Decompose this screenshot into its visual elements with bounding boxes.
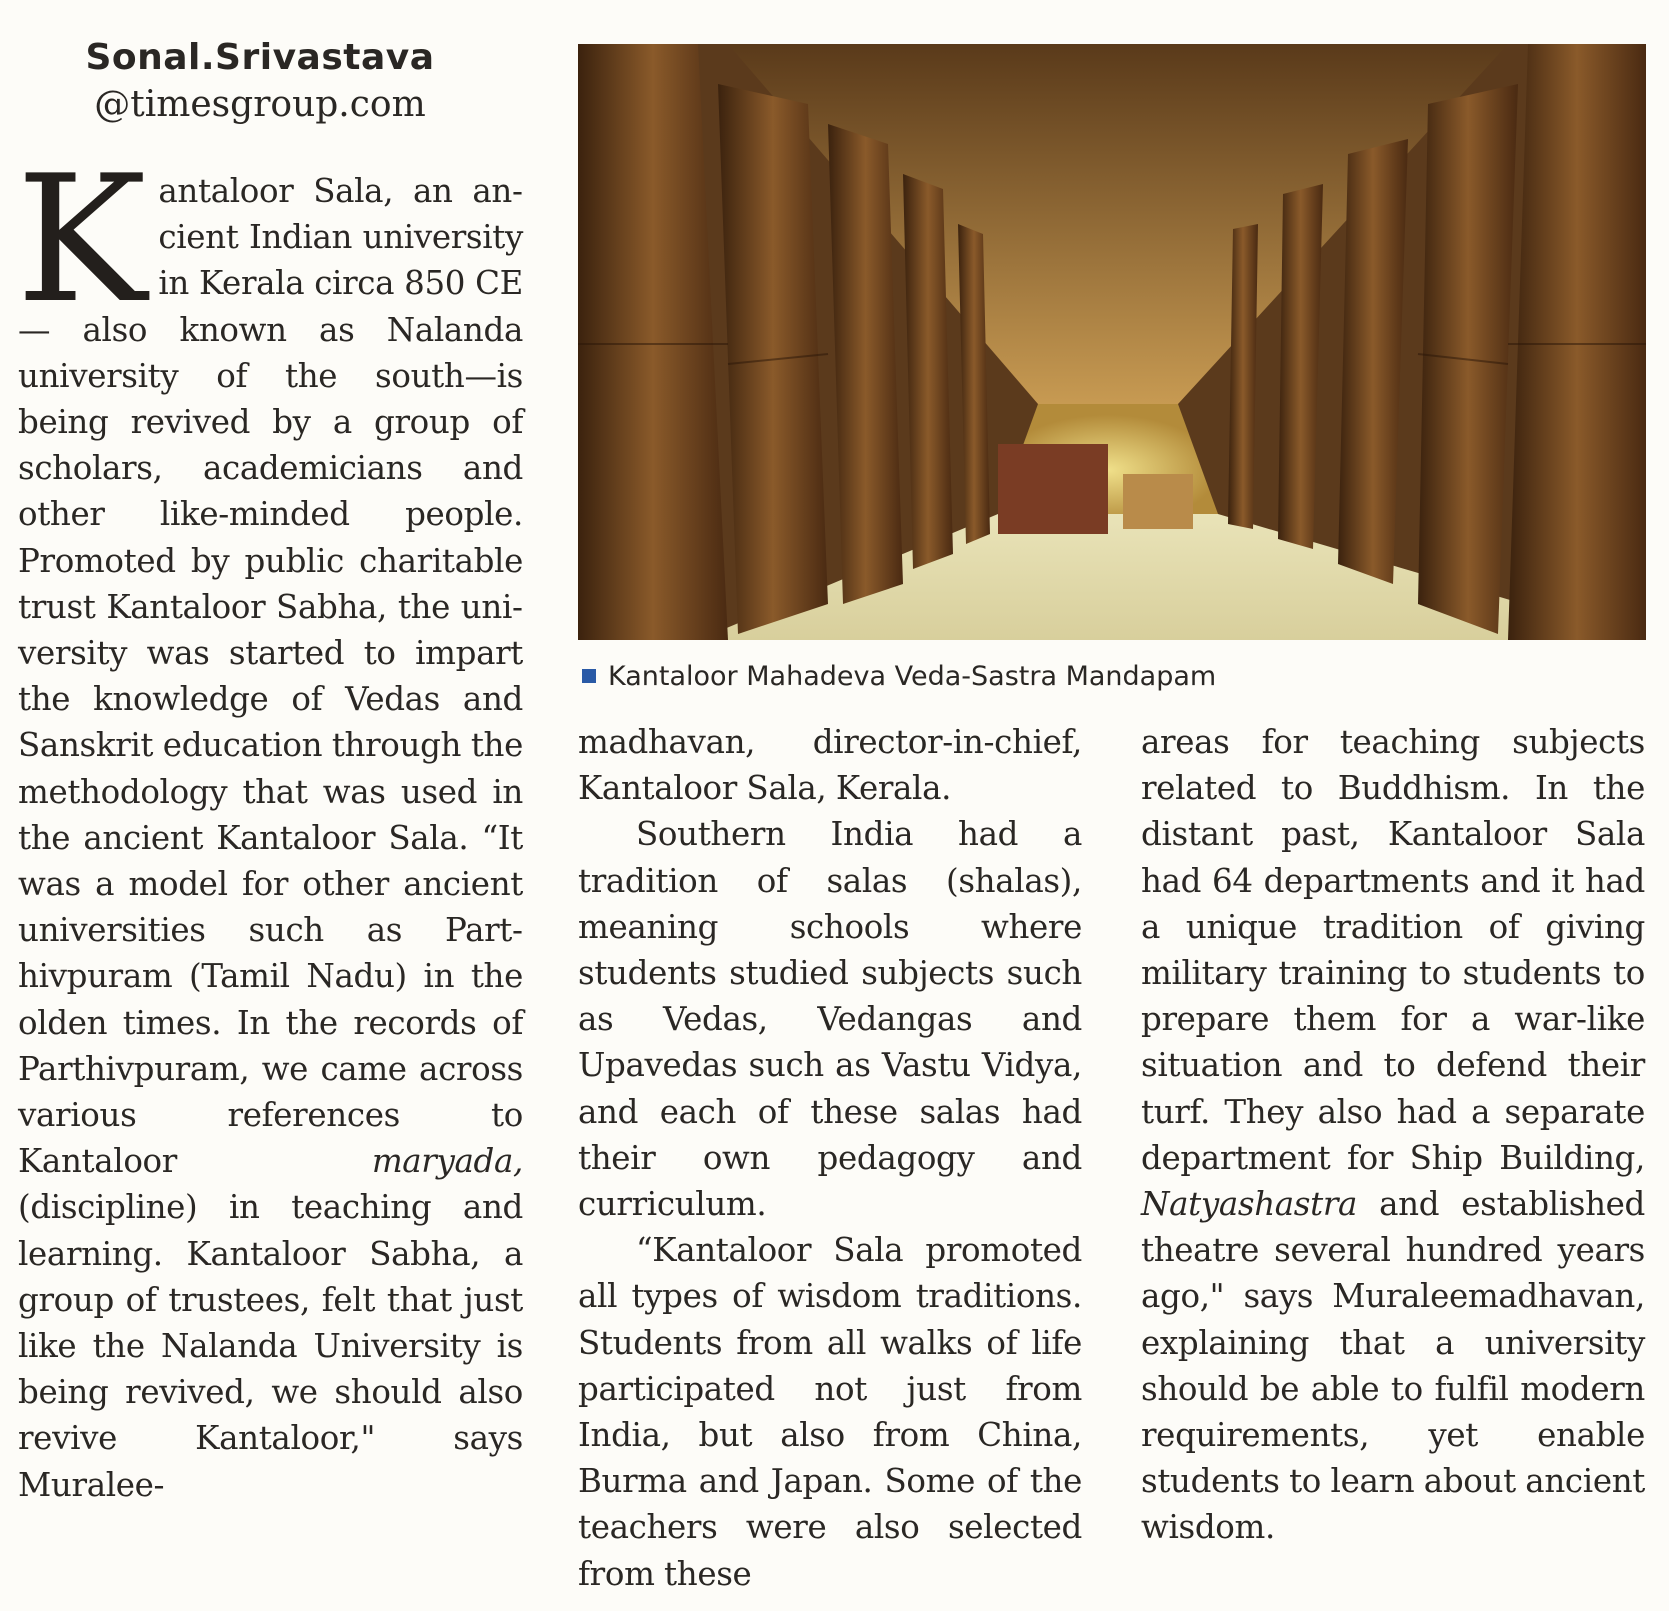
drop-cap: K [16,139,147,342]
caption-bullet-icon [582,669,596,683]
column-3-text-tail: and established theatre several hundred years ago," says Muraleemadhavan, explaining that a university should be able to fulfil modern requirements, yet enable students to learn about ancient wisdom. [1141,1185,1645,1547]
article-paragraph: Southern India had a tradition of salas (shalas), meaning schools where students studied subjects such as Vedas, Vedangas and Upavedas such as Vastu Vidya, and each of these salas had their own pedagogy and curriculum. [578,815,1082,1224]
author-name: Sonal.Srivastava [85,37,435,78]
article-photo [578,44,1646,640]
caption-text: Kantaloor Mahadeva Veda-Sastra Mandapam [608,661,1217,692]
article-paragraph [1141,719,1645,1551]
article-column-1 [16,139,523,1508]
author-email: @timesgroup.com [94,84,426,125]
term-maryada: maryada, [371,1142,523,1181]
article-column-2 [578,719,1082,1597]
mandapam-photo-illustration [578,44,1646,640]
article-column-3 [1141,719,1645,1551]
term-natyashastra: Natyashastra [1141,1185,1358,1224]
column-1-text: antaloor Sala, an ancient Indian university in Kerala circa 850 CE— also known as Nalanda university of the south—is being revived by a group of scholars, academicians and other like-minded people. Promoted by public charitable trust Kantaloor Sabha, the university was started to impart the knowledge of Vedas and Sanskrit education through the methodology that was used in the ancient Kantaloor Sala. “It was a model for other ancient universities such as Parthivpuram (Tamil Nadu) in the olden times. In the records of Parthivpuram, we came across various references to Kantaloor [18,172,523,1181]
article-paragraph [16,139,523,1508]
article-paragraph: madhavan, director-in-chief, Kantaloor Sala, Kerala. [578,723,1082,808]
column-3-text: areas for teaching subjects related to Buddhism. In the distant past, Kantaloor Sala had 64 departments and it had a unique tradition of giving military training to students to prepare them for a war-like situation and to defend their turf. They also had a separate department for Ship Building, [1141,723,1645,1177]
photo-caption [578,661,1646,692]
article-paragraph: “Kantaloor Sala promoted all types of wisdom traditions. Students from all walks of life participated not just from India, but also from China, Burma and Japan. Some of the teachers were also selected from these [578,1231,1082,1593]
column-1-text-tail: (discipline) in teaching and learning. Kantaloor Sabha, a group of trustees, felt that just like the Nalanda University is being revived, we should also revive Kantaloor," says Muralee- [18,1188,523,1504]
byline [0,34,520,128]
